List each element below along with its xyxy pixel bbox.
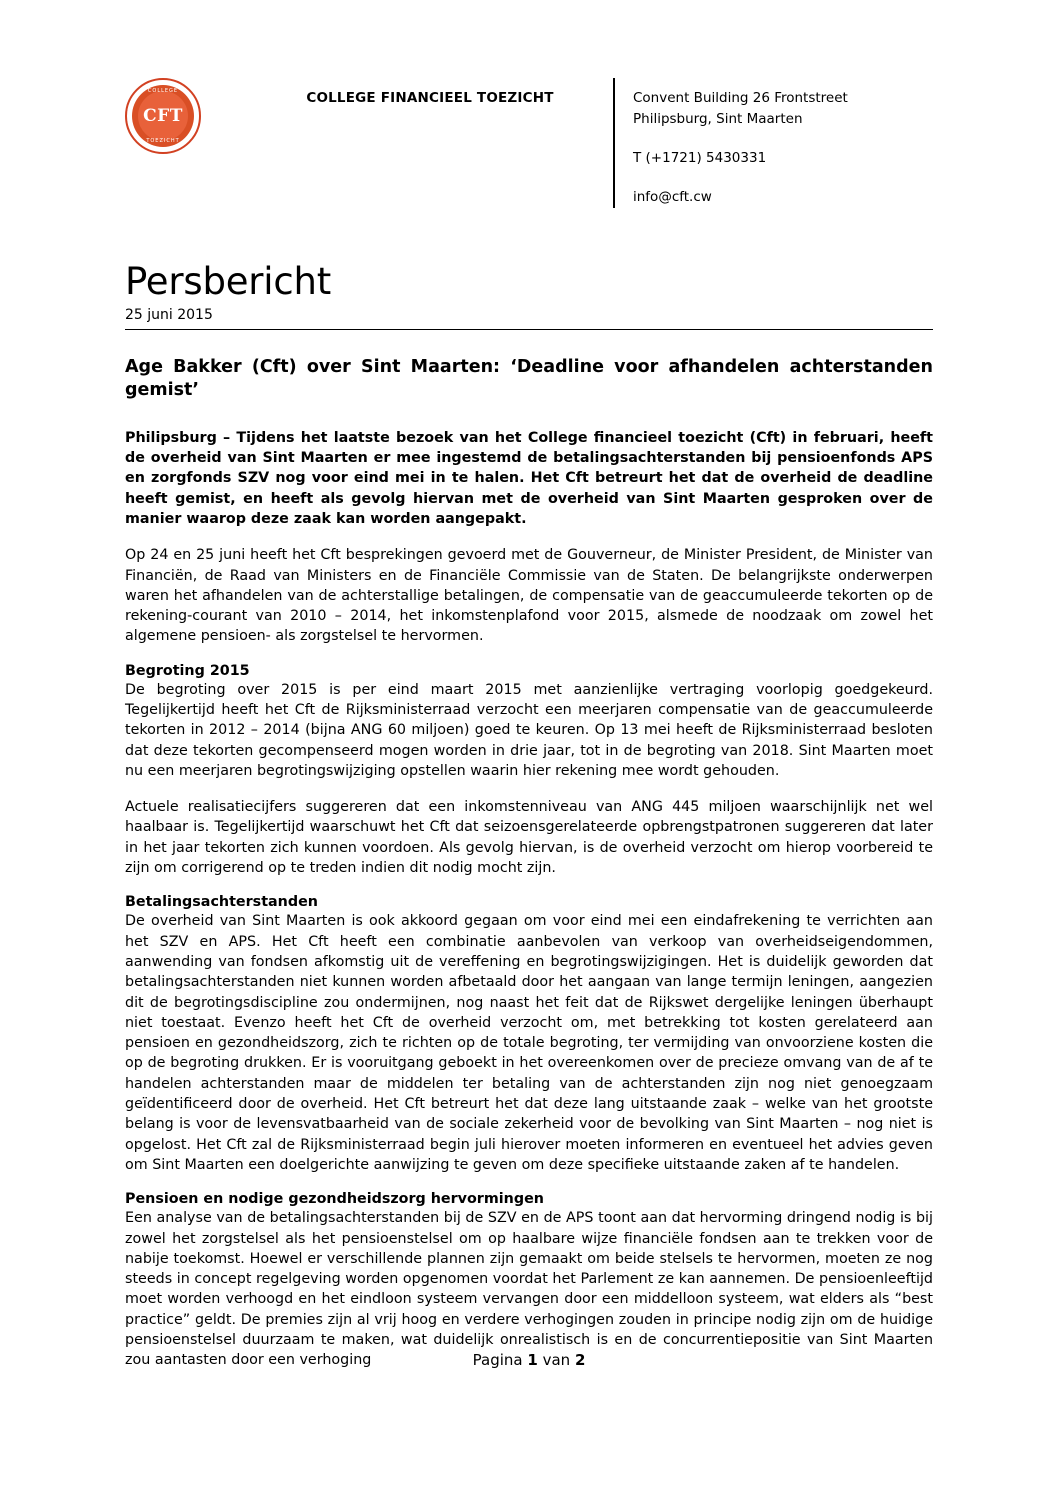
logo-inner xyxy=(138,91,188,141)
organization-name: COLLEGE FINANCIEEL TOEZICHT xyxy=(306,90,554,106)
page-title: Persbericht xyxy=(125,259,332,303)
footer-current-page: 1 xyxy=(527,1351,538,1369)
section-heading-betalingsachterstanden: Betalingsachterstanden xyxy=(125,894,318,911)
section-heading-begroting: Begroting 2015 xyxy=(125,662,250,679)
address-line-1: Convent Building 26 Frontstreet xyxy=(633,90,848,106)
logo-container xyxy=(125,78,265,154)
lead-paragraph: Philipsburg – Tijdens het laatste bezoek van het College financieel toezicht (Cft) in februari, heeft de overheid van Sint Maarten er mee ingestemd de betalingsachterstanden bij pensioenfonds APS en zorgfonds SZV nog voor eind mei in te halen. Het Cft betreurt het dat de overheid de deadline heeft gemist, en heeft als gevolg hiervan met de overheid van Sint Maarten gesproken over de manier waarop deze zaak kan worden aangepakt. xyxy=(125,429,933,527)
section-betalingsachterstanden-paragraph-1: De overheid van Sint Maarten is ook akkoord gegaan om voor eind mei een eindafrekening te verrichten aan het SZV en APS. Het Cft heeft een combinatie aanbevolen van verkoop van overheidseigendommen, aanwending van fondsen afkomstig uit de vereffening en begrotingswijzigingen. Het is duidelijk geworden dat betalingsachterstanden niet kunnen worden afbetaald door het aangaan van lange termijn leningen, aangezien dit de begrotingsdiscipline zou ondermijnen, nog naast het feit dat de Rijkswet dergelijke leningen überhaupt niet toestaat. Evenzo heeft het Cft de overheid verzocht om, met betrekking tot kosten gerelateerd aan pensioen en gezondheidszorg, zich te richten op de totale begroting, ter vermijding van onvoorziene kosten die op de begroting drukken. Er is vooruitgang geboekt in het overeenkomen over de precieze omvang van de af te handelen achterstanden maar de middelen ter betaling van de achterstanden zijn nog niet genoegzaam geïdentificeerd door de overheid. Het Cft betreurt het dat deze lang uitstaande zaak – welke van het grootste belang is voor de levensvatbaarheid van de sociale zekerheid voor de bevolking van Sint Maarten – nog niet is opgelost. Het Cft zal de Rijksministerraad begin juli hierover moeten informeren en eventueel het advies geven om Sint Maarten een doelgerichte aanwijzing te geven om deze specifieke uitstaande zaken af te handelen. xyxy=(125,913,933,1173)
section-begroting-paragraph-2: Actuele realisatiecijfers suggereren dat een inkomstenniveau van ANG 445 miljoen waarschijnlijk net wel haalbaar is. Tegelijkertijd waarschuwt het Cft dat seizoensgerelateerde opbrengstpatronen suggereren dat later in het jaar tekorten zich kunnen voordoen. Als gevolg hiervan, is de overheid verzocht om hierop voorbereid te zijn om corrigerend op te treden indien dit nodig mocht zijn. xyxy=(125,799,933,877)
page-footer xyxy=(0,1351,1058,1369)
footer-middle: van xyxy=(542,1351,571,1369)
address-line-2: Philipsburg, Sint Maarten xyxy=(633,110,803,127)
document-date: 25 juni 2015 xyxy=(125,306,213,323)
letterhead xyxy=(125,0,933,208)
cft-logo-icon xyxy=(125,78,201,154)
section-pensioen-paragraph-1: Een analyse van de betalingsachterstanden bij de SZV en de APS toont aan dat hervorming dringend nodig is bij zowel het zorgstelsel als het pensioenstelsel om op haalbare wijze financiële fondsen aan te trekken voor de nabije toekomst. Hoewel er verschillende plannen zijn gemaakt om beide stelsels te hervormen, moeten ze nog steeds in concept regelgeving worden opgenomen voordat het Parlement ze kan aannemen. De pensioenleeftijd moet worden verhoogd en het eindloon systeem vervangen door een middelloon systeem, wat elders als “best practice” geldt. De premies zijn al vrij hoog en verdere verhogingen zouden in principe nodig zijn om de huidige pensioenstelsel duurzaam te maken, wat duidelijk onrealistisch is en de concurrentiepositie van Sint Maarten zou aantasten door een verhoging xyxy=(125,1210,933,1369)
footer-prefix: Pagina xyxy=(472,1351,523,1369)
footer-total-pages: 2 xyxy=(574,1351,586,1369)
page-content xyxy=(125,0,933,1387)
address-block xyxy=(633,88,933,130)
section-heading-pensioen: Pensioen en nodige gezondheidszorg hervormingen xyxy=(125,1191,544,1208)
section-begroting-paragraph-1: De begroting over 2015 is per eind maart 2015 met aanzienlijke vertraging voorlopig goedgekeurd. Tegelijkertijd heeft het Cft de Rijksministerraad verzocht een meerjaren compensatie van de geaccumuleerde tekorten in 2012 – 2014 (bijna ANG 60 miljoen) goed te keuren. Op 13 mei heeft de Rijksministerraad besloten dat deze tekorten gecompenseerd mogen worden in drie jaar, tot in de begroting van 2018. Sint Maarten moet nu een meerjaren begrotingswijziging opstellen waarin hier rekening mee wordt gehouden. xyxy=(125,681,933,779)
phone-line: T (+1721) 5430331 xyxy=(633,149,767,166)
logo-arc-top-text: COLLEGE xyxy=(147,88,179,94)
title-divider xyxy=(125,329,933,330)
logo-text: CFT xyxy=(143,106,183,126)
contact-block xyxy=(613,78,933,208)
logo-arc-bottom-text: TOEZICHT xyxy=(146,138,180,144)
article-headline: Age Bakker (Cft) over Sint Maarten: ‘Deadline voor afhandelen achterstanden gemist’ xyxy=(125,356,933,400)
intro-paragraph: Op 24 en 25 juni heeft het Cft besprekingen gevoerd met de Gouverneur, de Minister President, de Minister van Financiën, de Raad van Ministers en de Financiële Commissie van de Staten. De belangrijkste onderwerpen waren het afhandelen van de achterstallige betalingen, de compensatie van de geaccumuleerde tekorten op de rekening-courant van 2010 – 2014, het inkomstenplafond voor 2015, alsmede de noodzaak om zowel het algemene pensioen- als zorgstelsel te hervormen. xyxy=(125,547,933,645)
email-line[interactable]: info@cft.cw xyxy=(633,188,712,205)
